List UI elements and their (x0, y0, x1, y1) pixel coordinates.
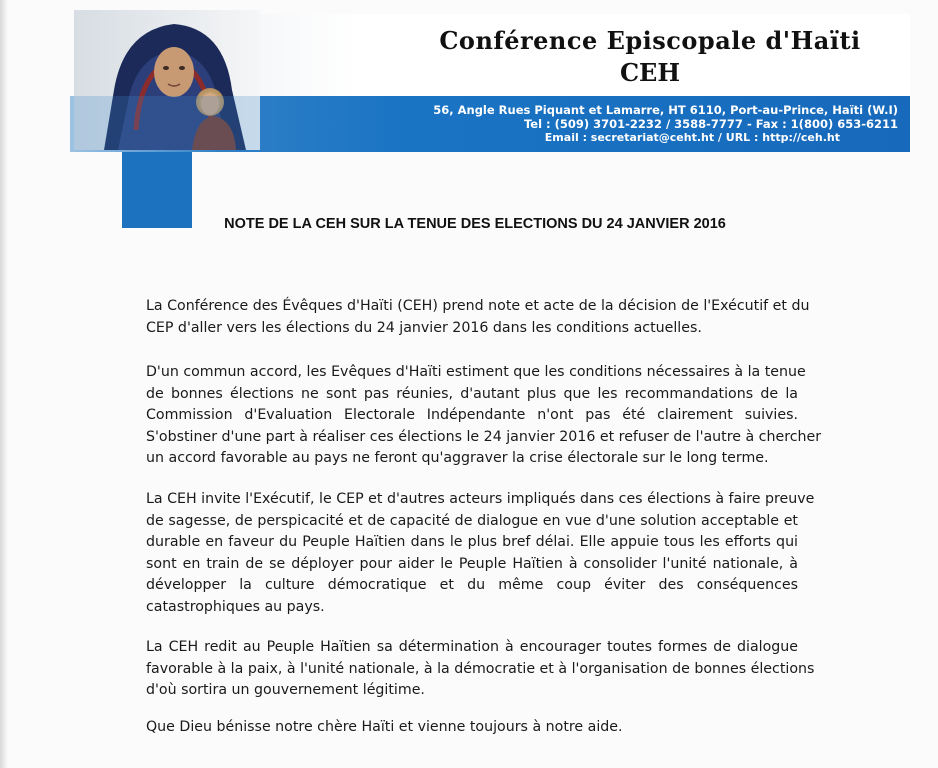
text-line: La Conférence des Évêques d'Haïti (CEH) prend note et acte de la décision de l'Exécutif et du (146, 298, 810, 314)
text-line: un accord favorable au pays ne feront qu'aggraver la crise électorale sur le long terme. (146, 450, 769, 466)
text-line: durable en faveur du Peuple Haïtien dans le plus bref délai. Elle appuie tous les efforts qui (146, 534, 798, 550)
paragraph-5 (146, 717, 798, 739)
text-line: favorable à la paix, à l'unité nationale, à la démocratie et à l'organisation de bonnes élections (146, 660, 815, 677)
paragraph-1 (146, 296, 810, 339)
text-line: La CEH redit au Peuple Haïtien sa détermination à encourager toutes formes de dialogue (146, 639, 798, 655)
org-name: Conférence Episcopale d'Haïti (439, 26, 861, 55)
text-line: d'où sortira un gouvernement légitime. (146, 682, 425, 698)
paragraph-2 (146, 362, 822, 470)
text-line: développer la culture démocratique et du même coup éviter des conséquences (146, 577, 798, 593)
contact-phone-fax: Tel : (509) 3701-2232 / 3588-7777 - Fax : 1(800) 653-6211 (523, 117, 898, 131)
text-line: S'obstiner d'une part à réaliser ces élections le 24 janvier 2016 et refuser de l'autre à chercher (146, 428, 822, 445)
text-line: sont en train de se déployer pour aider le Peuple Haïtien à consolider l'unité nationale, à (146, 555, 798, 572)
paragraph-4 (146, 637, 815, 702)
madonna-and-child-icon (74, 10, 260, 150)
text-line: D'un commun accord, les Evêques d'Haïti estiment que les conditions nécessaires à la tenue (146, 364, 806, 380)
text-line: catastrophiques au pays. (146, 598, 325, 615)
text-line: Que Dieu bénisse notre chère Haïti et vienne toujours à notre aide. (146, 719, 623, 735)
text-line: CEP d'aller vers les élections du 24 janvier 2016 dans les conditions actuelles. (146, 319, 702, 336)
contact-email-url: Email : secretariat@ceht.ht / URL : http://ceh.ht (544, 131, 840, 144)
document-title: NOTE DE LA CEH SUR LA TENUE DES ELECTIONS DU 24 JANVIER 2016 (224, 216, 726, 232)
text-line: de bonnes élections ne sont pas réunies, d'autant plus que les recommandations de la (146, 385, 798, 402)
page-edge-shadow (0, 0, 8, 768)
paragraph-3 (146, 489, 815, 618)
contact-address: 56, Angle Rues Piquant et Lamarre, HT 6110, Port-au-Prince, Haïti (W.I) (433, 103, 898, 117)
text-line: La CEH invite l'Exécutif, le CEP et d'autres acteurs impliqués dans ces élections à faire preuve (146, 491, 815, 507)
text-line: Commission d'Evaluation Electorale Indépendante n'ont pas été clairement suivies. (146, 407, 798, 423)
org-acronym: CEH (619, 58, 681, 87)
text-line: de sagesse, de perspicacité et de capacité de dialogue en vue d'une solution acceptable et (146, 512, 798, 529)
